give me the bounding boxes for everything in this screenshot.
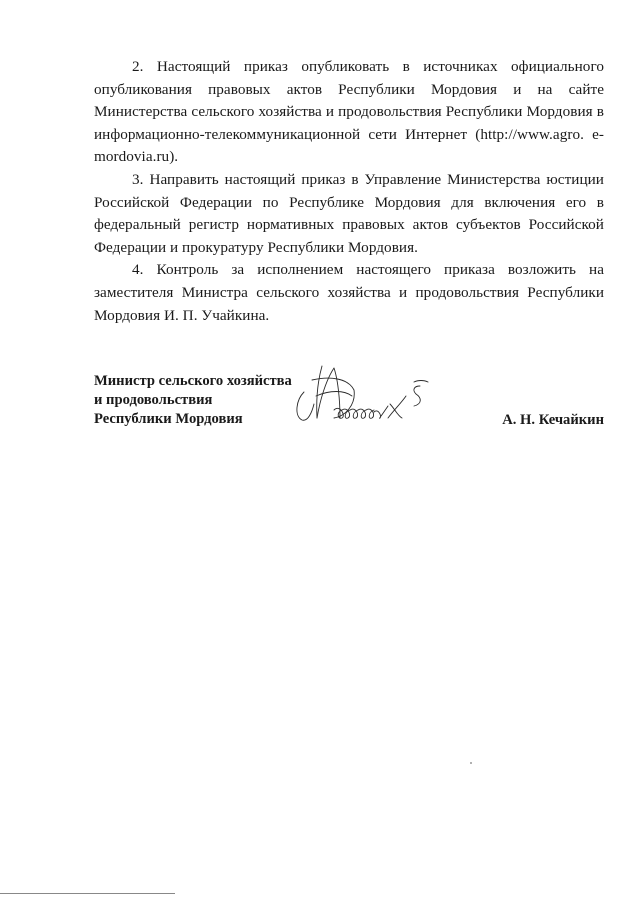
paragraph-2: 2. Настоящий приказ опубликовать в источниках официального опубликования правовых актов Республики Мордовия и на сайте Министерства сельского хозяйства и продовольствия Республики Мордовия в информационно-телекоммуникационной сети Интернет (http://www.agro. e-mordovia.ru). bbox=[94, 58, 604, 166]
document-body bbox=[94, 56, 604, 327]
paragraph-3: 3. Направить настоящий приказ в Управление Министерства юстиции Российской Федерации по Республике Мордовия для включения его в федеральный регистр нормативных правовых актов субъектов Российской Федерации и прокуратуру Республики Мордовия. bbox=[94, 170, 604, 256]
signer-name: А. Н. Кечайкин bbox=[502, 412, 604, 428]
signer-title-line-2: и продовольствия bbox=[94, 391, 213, 408]
scan-speck bbox=[470, 762, 472, 764]
signature-block bbox=[94, 372, 604, 452]
signer-title-line-3: Республики Мордовия bbox=[94, 410, 243, 427]
paragraph-4: 4. Контроль за исполнением настоящего приказа возложить на заместителя Министра сельского хозяйства и продовольствия Республики Мордовия И. П. Учайкина. bbox=[94, 261, 604, 324]
bottom-edge-line bbox=[0, 893, 175, 894]
signer-title bbox=[94, 372, 292, 428]
signer-title-line-1: Министр сельского хозяйства bbox=[94, 373, 292, 389]
handwritten-signature bbox=[290, 360, 436, 430]
